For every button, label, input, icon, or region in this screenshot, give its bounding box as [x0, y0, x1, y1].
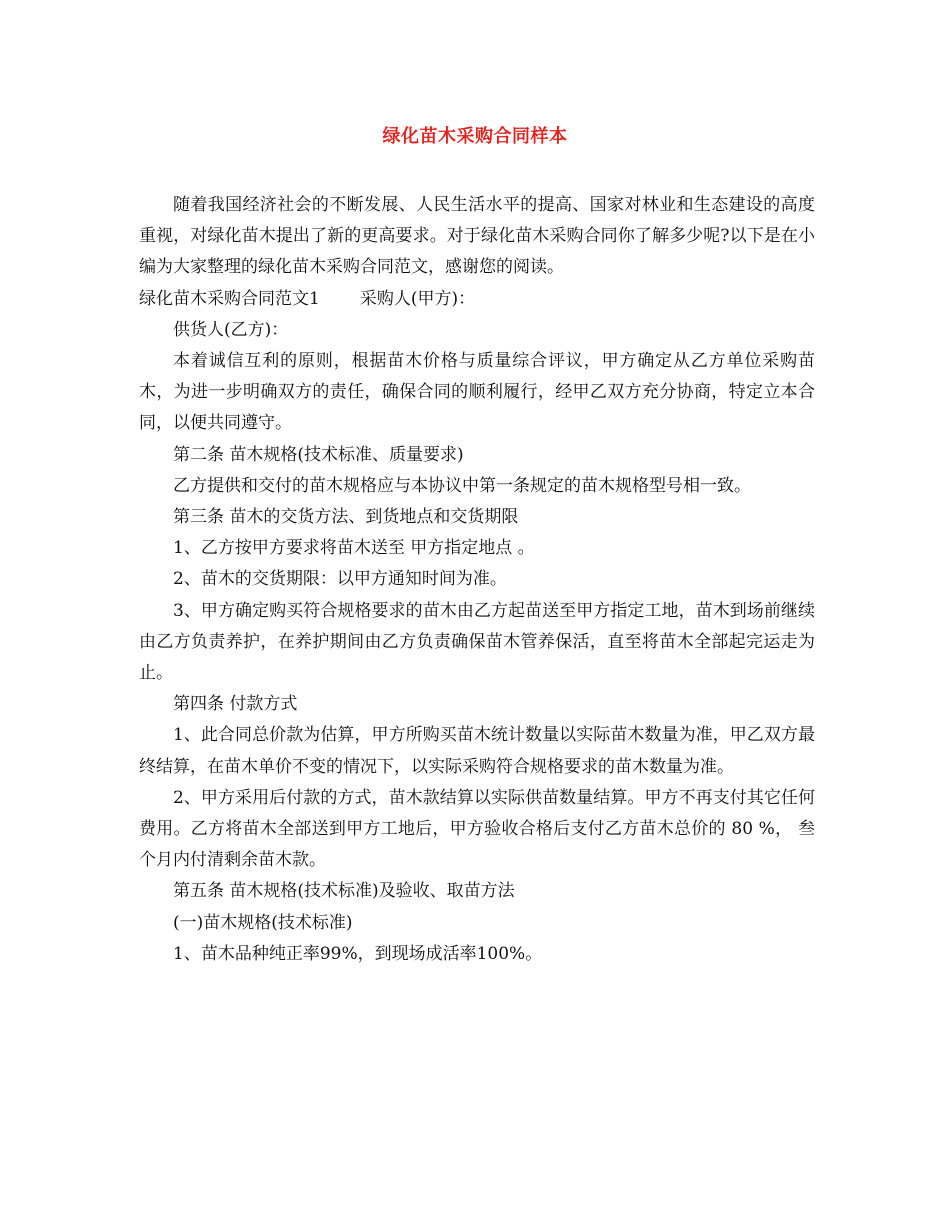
buyer-label: 采购人(甲方)： [359, 288, 476, 309]
preamble-paragraph: 本着诚信互利的原则，根据苗木价格与质量综合评议，甲方确定从乙方单位采购苗木，为进一步明确双方的责任，确保合同的顺利履行，经甲乙双方充分协商，特定立本合同，以便共同遵守。 [139, 351, 815, 434]
article-2-title: 第二条 苗木规格(技术标准、质量要求) [173, 444, 464, 465]
article-5-sub-1: (一)苗木规格(技术标准) [173, 912, 353, 933]
sample-heading-line [139, 284, 815, 315]
article-4-item-2: 2、甲方采用后付款的方式，苗木款结算以实际供苗数量结算。甲方不再支付其它任何费用。乙方将苗木全部送到甲方工地后，甲方验收合格后支付乙方苗木总价的 80 %， 叁 个月内付清剩余苗木款。 [139, 787, 815, 871]
article-3-title: 第三条 苗木的交货方法、到货地点和交货期限 [173, 507, 519, 528]
article-3-item-3: 3、甲方确定购买符合规格要求的苗木由乙方起苗送至甲方指定工地，苗木到场前继续由乙方负责养护，在养护期间由乙方负责确保苗木管养保活，直至将苗木全部起完运走为止。 [139, 600, 815, 684]
article-3-item-1: 1、乙方按甲方要求将苗木送至 甲方指定地点 。 [173, 538, 535, 559]
sample-heading: 绿化苗木采购合同范文1 [139, 288, 320, 309]
article-3-item-2: 2、苗木的交货期限：以甲方通知时间为准。 [173, 569, 507, 590]
article-5-title: 第五条 苗木规格(技术标准)及验收、取苗方法 [173, 881, 515, 902]
article-4-item-1: 1、此合同总价款为估算，甲方所购买苗木统计数量以实际苗木数量为准，甲乙双方最终结算，在苗木单价不变的情况下，以实际采购符合规格要求的苗木数量为准。 [139, 725, 815, 777]
article-2-text: 乙方提供和交付的苗木规格应与本协议中第一条规定的苗木规格型号相一致。 [173, 475, 751, 496]
article-4-title: 第四条 付款方式 [173, 694, 298, 715]
document-body [139, 190, 815, 970]
supplier-label: 供货人(乙方)： [173, 319, 289, 340]
document-title: 绿化苗木采购合同样本 [382, 126, 568, 147]
intro-paragraph: 随着我国经济社会的不断发展、人民生活水平的提高、国家对林业和生态建设的高度重视，对绿化苗木提出了新的更高要求。对于绿化苗木采购合同你了解多少呢?以下是在小编为大家整理的绿化苗木采购合同范文，感谢您的阅读。 [139, 195, 815, 278]
article-5-item-1: 1、苗木品种纯正率99%，到现场成活率100%。 [173, 943, 543, 964]
